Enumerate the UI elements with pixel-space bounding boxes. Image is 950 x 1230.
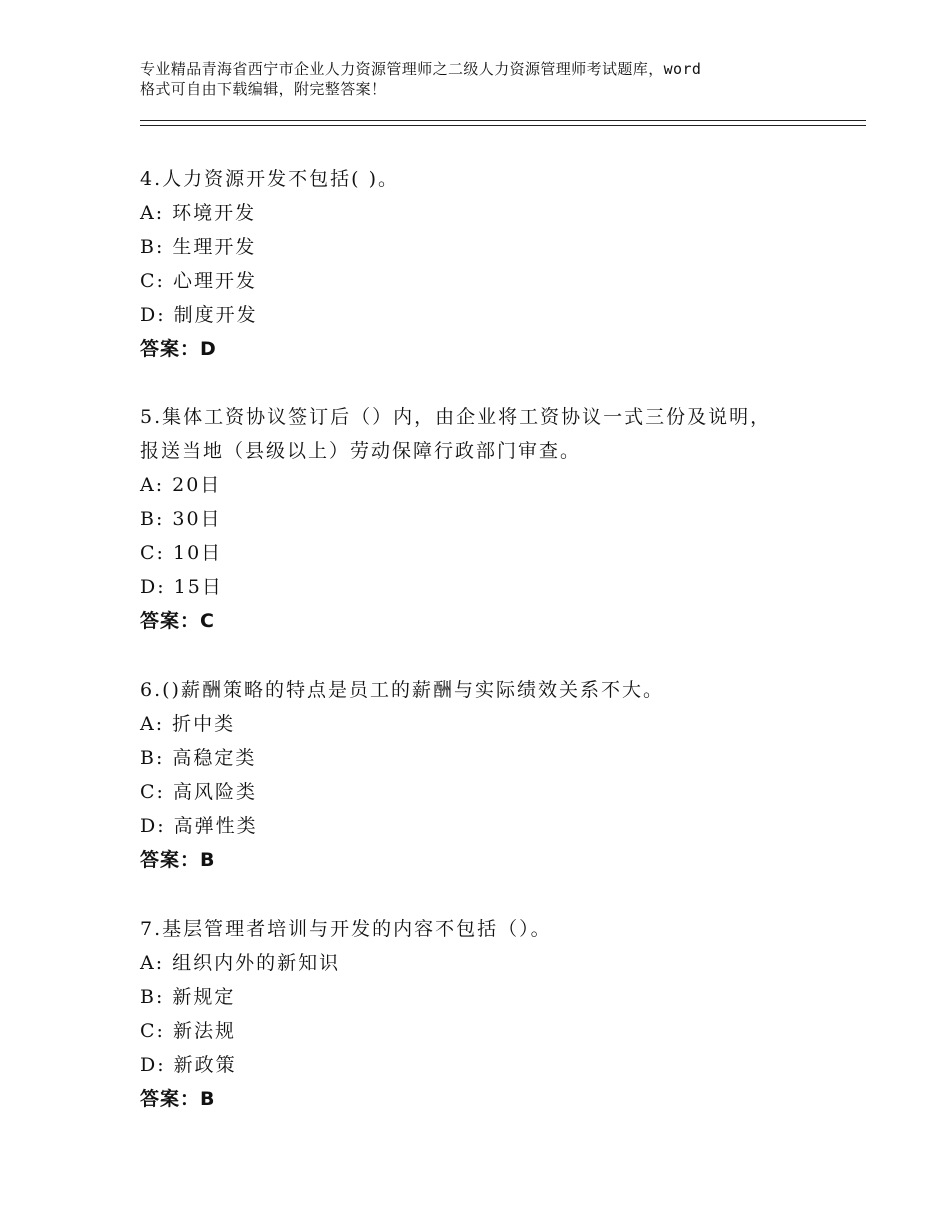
question-stem: 4.人力资源开发不包括( )。 [140,168,399,190]
option-a: A: 20日 [140,474,222,496]
question-stem: 7.基层管理者培训与开发的内容不包括（）。 [140,918,552,940]
option-c: C: 高风险类 [140,781,257,803]
option-b: B: 生理开发 [140,236,257,258]
option-b: B: 30日 [140,508,222,530]
question-stem: 6.()薪酬策略的特点是员工的薪酬与实际绩效关系不大。 [140,679,664,701]
option-c: C: 心理开发 [140,270,257,292]
option-d: D: 新政策 [140,1054,237,1076]
option-c: C: 新法规 [140,1020,236,1042]
document-header [140,59,830,99]
answer-label: 答案：D [140,338,217,360]
question-stem-continued: 报送当地（县级以上）劳动保障行政部门审查。 [140,440,582,462]
option-b: B: 新规定 [140,986,236,1008]
option-a: A: 环境开发 [140,202,257,224]
option-d: D: 制度开发 [140,304,258,326]
answer-label: 答案：B [140,849,216,871]
option-a: A: 组织内外的新知识 [140,952,341,974]
header-line-2: 格式可自由下载编辑，附完整答案！ [140,80,387,98]
answer-label: 答案：C [140,610,215,632]
header-line-1: 专业精品青海省西宁市企业人力资源管理师之二级人力资源管理师考试题库，word [140,60,702,78]
header-divider [140,120,866,126]
answer-label: 答案：B [140,1088,216,1110]
option-d: D: 15日 [140,576,223,598]
option-c: C: 10日 [140,542,223,564]
option-a: A: 折中类 [140,713,236,735]
option-d: D: 高弹性类 [140,815,258,837]
question-stem: 5.集体工资协议签订后（）内，由企业将工资协议一式三份及说明， [140,406,772,428]
option-b: B: 高稳定类 [140,747,257,769]
